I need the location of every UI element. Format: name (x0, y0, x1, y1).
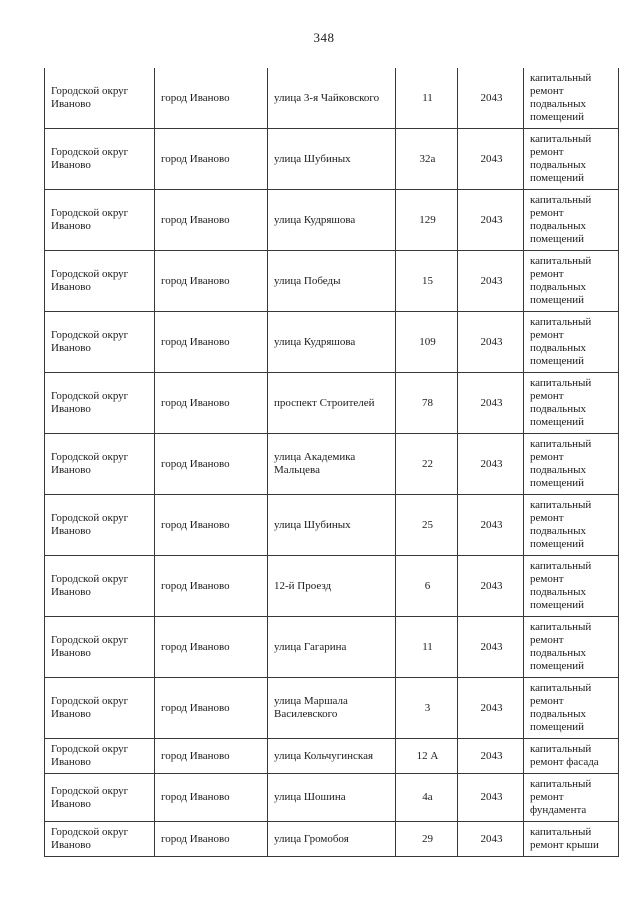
municipality-cell: Городской округ Иваново (45, 434, 155, 495)
municipality-cell: Городской округ Иваново (45, 739, 155, 774)
year-cell: 2043 (458, 678, 524, 739)
settlement-cell: город Иваново (155, 739, 268, 774)
year-cell: 2043 (458, 556, 524, 617)
settlement-cell: город Иваново (155, 617, 268, 678)
municipality-cell: Городской округ Иваново (45, 617, 155, 678)
table-row (45, 678, 619, 739)
work-type-cell: капитальный ремонт подвальных помещений (524, 68, 619, 129)
table-row (45, 495, 619, 556)
table-row (45, 190, 619, 251)
work-type-cell: капитальный ремонт подвальных помещений (524, 556, 619, 617)
settlement-cell: город Иваново (155, 495, 268, 556)
work-type-cell: капитальный ремонт подвальных помещений (524, 129, 619, 190)
work-type-cell: капитальный ремонт фасада (524, 739, 619, 774)
street-cell: 12-й Проезд (268, 556, 396, 617)
municipality-cell: Городской округ Иваново (45, 678, 155, 739)
municipality-cell: Городской округ Иваново (45, 251, 155, 312)
page-number: 348 (313, 30, 335, 45)
street-cell: улица Шошина (268, 774, 396, 822)
municipality-cell: Городской округ Иваново (45, 312, 155, 373)
settlement-cell: город Иваново (155, 129, 268, 190)
settlement-cell: город Иваново (155, 68, 268, 129)
street-cell: улица Шубиных (268, 495, 396, 556)
municipality-cell: Городской округ Иваново (45, 68, 155, 129)
work-type-cell: капитальный ремонт фундамента (524, 774, 619, 822)
house-number-cell: 11 (396, 68, 458, 129)
year-cell: 2043 (458, 129, 524, 190)
work-type-cell: капитальный ремонт подвальных помещений (524, 495, 619, 556)
table-row (45, 312, 619, 373)
settlement-cell: город Иваново (155, 556, 268, 617)
year-cell: 2043 (458, 739, 524, 774)
municipality-cell: Городской округ Иваново (45, 774, 155, 822)
house-number-cell: 12 А (396, 739, 458, 774)
work-type-cell: капитальный ремонт подвальных помещений (524, 678, 619, 739)
year-cell: 2043 (458, 434, 524, 495)
settlement-cell: город Иваново (155, 251, 268, 312)
settlement-cell: город Иваново (155, 434, 268, 495)
table-row (45, 434, 619, 495)
house-number-cell: 32а (396, 129, 458, 190)
municipality-cell: Городской округ Иваново (45, 495, 155, 556)
house-number-cell: 6 (396, 556, 458, 617)
table-row (45, 129, 619, 190)
table-row (45, 556, 619, 617)
street-cell: улица Кудряшова (268, 312, 396, 373)
work-type-cell: капитальный ремонт подвальных помещений (524, 373, 619, 434)
settlement-cell: город Иваново (155, 678, 268, 739)
year-cell: 2043 (458, 495, 524, 556)
table-row (45, 774, 619, 822)
year-cell: 2043 (458, 617, 524, 678)
settlement-cell: город Иваново (155, 373, 268, 434)
year-cell: 2043 (458, 251, 524, 312)
municipality-cell: Городской округ Иваново (45, 129, 155, 190)
table-row (45, 373, 619, 434)
municipality-cell: Городской округ Иваново (45, 822, 155, 857)
year-cell: 2043 (458, 190, 524, 251)
house-number-cell: 109 (396, 312, 458, 373)
street-cell: улица Кудряшова (268, 190, 396, 251)
house-number-cell: 15 (396, 251, 458, 312)
street-cell: улица Академика Мальцева (268, 434, 396, 495)
house-number-cell: 4а (396, 774, 458, 822)
municipality-cell: Городской округ Иваново (45, 556, 155, 617)
house-number-cell: 129 (396, 190, 458, 251)
house-number-cell: 3 (396, 678, 458, 739)
street-cell: улица Маршала Василевского (268, 678, 396, 739)
street-cell: улица Победы (268, 251, 396, 312)
work-type-cell: капитальный ремонт подвальных помещений (524, 190, 619, 251)
table-row (45, 822, 619, 857)
street-cell: улица Гагарина (268, 617, 396, 678)
year-cell: 2043 (458, 68, 524, 129)
settlement-cell: город Иваново (155, 822, 268, 857)
work-type-cell: капитальный ремонт крыши (524, 822, 619, 857)
table-body (45, 68, 619, 857)
settlement-cell: город Иваново (155, 774, 268, 822)
house-number-cell: 29 (396, 822, 458, 857)
municipality-cell: Городской округ Иваново (45, 373, 155, 434)
work-type-cell: капитальный ремонт подвальных помещений (524, 312, 619, 373)
street-cell: проспект Строителей (268, 373, 396, 434)
house-number-cell: 25 (396, 495, 458, 556)
house-number-cell: 22 (396, 434, 458, 495)
street-cell: улица Шубиных (268, 129, 396, 190)
house-number-cell: 78 (396, 373, 458, 434)
work-type-cell: капитальный ремонт подвальных помещений (524, 251, 619, 312)
house-number-cell: 11 (396, 617, 458, 678)
street-cell: улица Кольчугинская (268, 739, 396, 774)
table-row (45, 617, 619, 678)
table-row (45, 68, 619, 129)
year-cell: 2043 (458, 774, 524, 822)
work-type-cell: капитальный ремонт подвальных помещений (524, 617, 619, 678)
settlement-cell: город Иваново (155, 312, 268, 373)
year-cell: 2043 (458, 312, 524, 373)
settlement-cell: город Иваново (155, 190, 268, 251)
year-cell: 2043 (458, 373, 524, 434)
repair-plan-table (44, 68, 619, 857)
table-row (45, 739, 619, 774)
municipality-cell: Городской округ Иваново (45, 190, 155, 251)
street-cell: улица 3-я Чайковского (268, 68, 396, 129)
work-type-cell: капитальный ремонт подвальных помещений (524, 434, 619, 495)
year-cell: 2043 (458, 822, 524, 857)
street-cell: улица Громобоя (268, 822, 396, 857)
table-row (45, 251, 619, 312)
